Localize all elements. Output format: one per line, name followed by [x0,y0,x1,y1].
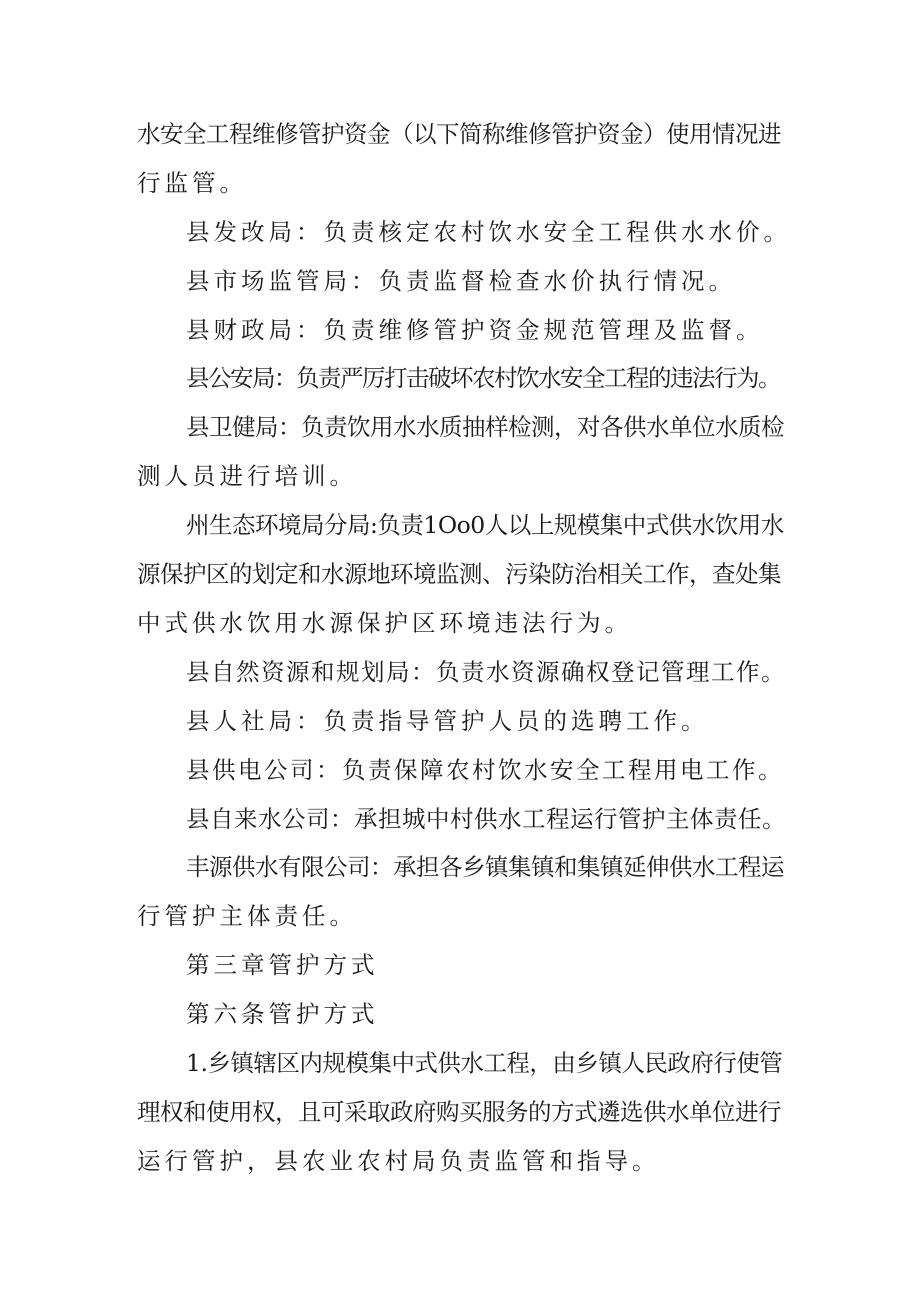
text-line: 县自然资源和规划局：负责水资源确权登记管理工作。 [186,658,786,686]
text-line: 县市场监管局：负责监督检查水价执行情况。 [186,267,736,295]
chapter-heading: 第三章管护方式 [186,951,379,979]
text-line: 县供电公司：负责保障农村饮水安全工程用电工作。 [186,756,784,784]
text-line: 理权和使用权，且可采取政府购买服务的方式遴选供水单位进行 [137,1098,781,1126]
text-line: 县公安局：负责严厉打击破坏农村饮水安全工程的违法行为。 [186,364,780,392]
text-line: 测人员进行培训。 [137,462,357,490]
text-line: 源保护区的划定和水源地环境监测、污染防治相关工作，查处集 [137,560,781,588]
text-line: 水安全工程维修管护资金（以下简称维修管护资金）使用情况进 [137,120,781,148]
text-line: 县自来水公司：承担城中村供水工程运行管护主体责任。 [186,805,786,833]
text-line: 中式供水饮用水源保护区环境违法行为。 [137,609,632,637]
text-line: 1.乡镇辖区内规模集中式供水工程，由乡镇人民政府行使管 [186,1049,783,1077]
text-line: 行监管。 [137,169,247,197]
text-line: 丰源供水有限公司：承担各乡镇集镇和集镇延伸供水工程运 [186,853,784,881]
text-line: 行管护主体责任。 [137,902,357,930]
text-line: 县人社局：负责指导管护人员的选聘工作。 [186,707,709,735]
article-heading: 第六条管护方式 [186,1000,379,1028]
text-line: 县发改局：负责核定农村饮水安全工程供水水价。 [186,218,791,246]
text-line: 县卫健局：负责饮用水水质抽样检测，对各供水单位水质检 [186,413,784,441]
text-line: 运行管护，县农业农村局负责监管和指导。 [137,1147,660,1175]
text-line: 州生态环境局分局:负责1Oo0人以上规模集中式供水饮用水 [186,511,784,539]
text-line: 县财政局：负责维修管护资金规范管理及监督。 [186,316,764,344]
